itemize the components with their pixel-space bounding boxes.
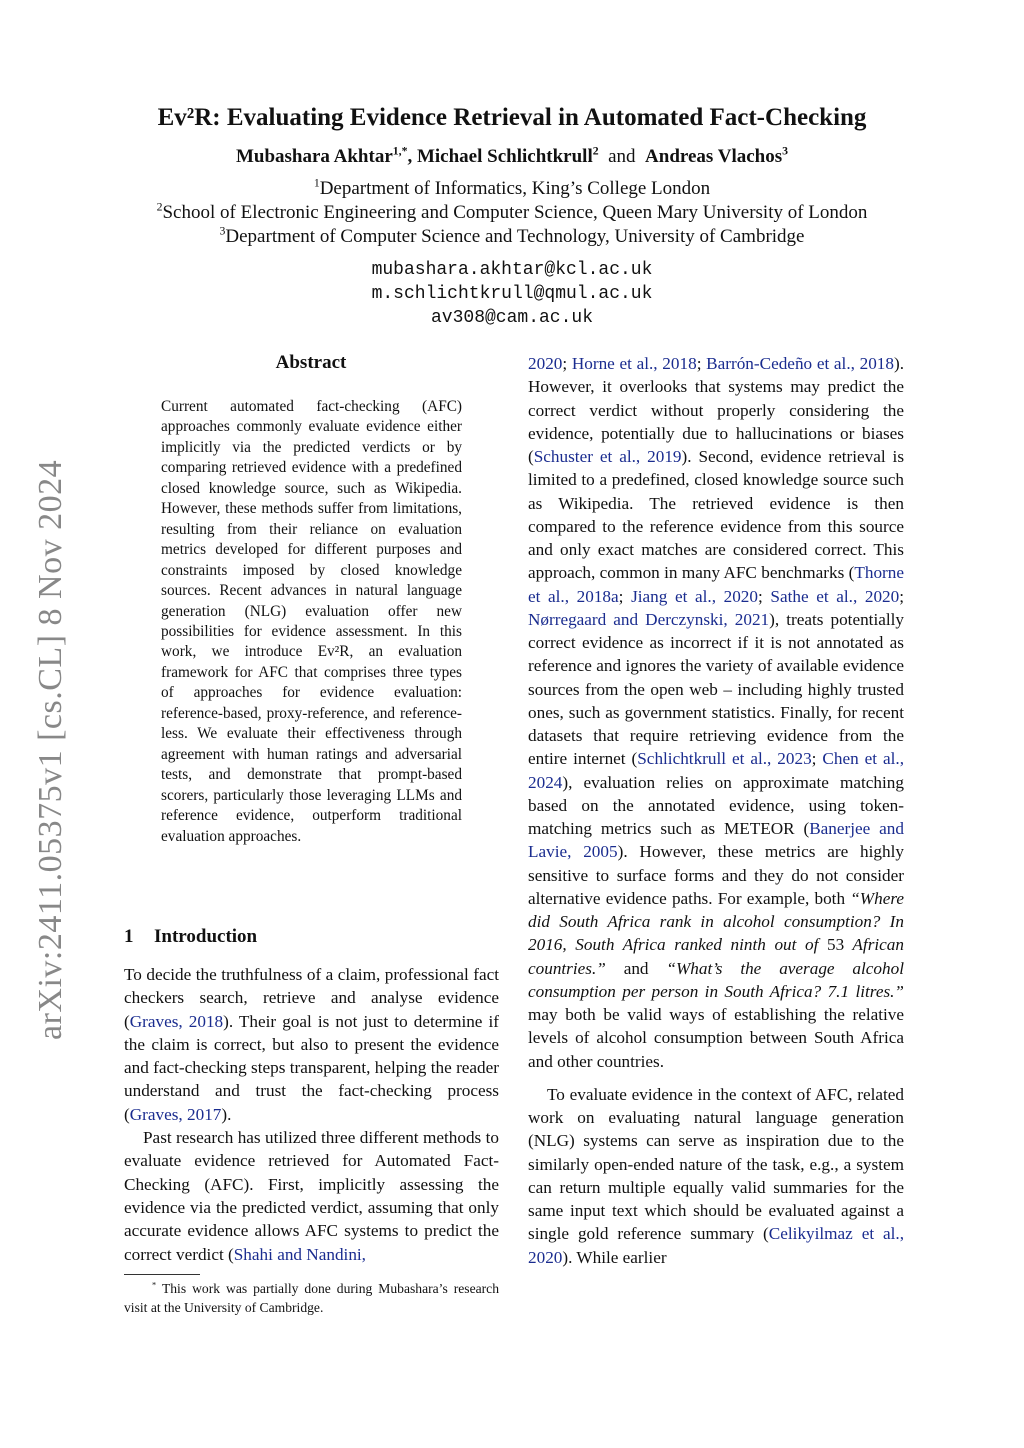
intro-paragraph-2: Past research has utilized three different methods to evaluate evidence retrieved for Automated Fact-Checking (AFC). First, implicitly assessing the evidence via the predicted verdict, assuming that only accurate evidence allows AFC systems to predict the correct verdict (Shahi and Nandini,	[124, 1128, 499, 1264]
citation-link[interactable]: Sathe et al., 2020	[770, 586, 900, 606]
citation-link[interactable]: Schuster et al., 2019	[533, 447, 682, 466]
author-1: Mubashara Akhtar	[235, 146, 393, 167]
author-3-mark: 3	[782, 144, 789, 158]
author-1-mark: 1,*	[392, 144, 408, 158]
email-3[interactable]: av308@cam.ac.uk	[430, 308, 594, 328]
author-list: Mubashara Akhtar$^{1,*}$, Michael Schlichtkrull$^2$ and Andreas Vlachos$^3$	[235, 144, 789, 167]
paper-title: Ev²R: Evaluating Evidence Retrieval in Automated Fact-Checking	[157, 104, 867, 131]
abstract-heading: Abstract	[275, 352, 347, 373]
citation-link[interactable]: Schlichtkrull et al., 2023	[637, 749, 812, 769]
intro-paragraph-1: To decide the truthfulness of a claim, professional fact checkers search, retrieve and analyse evidence (Graves, 2018). Their goal is not just to determine if the claim is correct, but also to present the evidence and fact-checking steps transparent, helping the reader understand and trust the fact-checking process (Graves, 2017).	[124, 965, 499, 1124]
arxiv-identifier-stamp: arXiv:2411.05375v1 [cs.CL] 8 Nov 2024	[32, 459, 69, 1040]
introduction-left-column	[124, 963, 499, 1266]
citation-link[interactable]: 2020	[528, 354, 563, 373]
affiliation-3: $^3$Department of Computer Science and Technology, University of Cambridge	[219, 224, 805, 247]
affiliation-1: $^1$Department of Informatics, King’s College London	[313, 176, 711, 199]
footnote: * This work was partially done during Mubashara’s research visit at the University of Cambridge.	[124, 1279, 499, 1315]
footnote-mark: *	[152, 1279, 157, 1290]
author-3: Andreas Vlachos	[645, 146, 783, 167]
author-2-mark: 2	[592, 144, 599, 158]
section-heading-introduction: 1 Introduction	[124, 926, 258, 947]
footnote-rule	[124, 1274, 200, 1275]
intro-paragraph-3: To evaluate evidence in the context of AFC, related work on evaluating natural language generation (NLG) systems can serve as inspiration due to the similarly open-ended nature of the task, e.g., a system can return multiple equally valid summaries for the same input text which should be evaluated against a single gold reference summary (Celikyilmaz et al., 2020). While earlier	[528, 1084, 904, 1267]
citation-link[interactable]: Chen et al., 2024	[528, 749, 904, 792]
introduction-right-column	[528, 352, 904, 1269]
author-and: and	[608, 146, 636, 167]
citation-link[interactable]: Shahi and Nandini,	[233, 1244, 366, 1264]
citation-link[interactable]: Graves, 2018	[129, 1011, 224, 1031]
abstract-text: Current automated fact-checking (AFC) approaches commonly evaluate evidence either implicitly via the predicted verdicts or by comparing retrieved evidence with a predefined closed knowledge source, such as Wikipedia. However, these methods suffer from limitations, resulting from their reliance on evaluation metrics developed for different purposes and constraints imposed by closed knowledge sources. Recent advances in natural language generation (NLG) evaluation offer new possibilities for evidence assessment. In this work, we introduce Ev²R, an evaluation framework for AFC that comprises three types of approaches for evidence evaluation: reference-based, proxy-reference, and reference-less. We evaluate their effectiveness through agreement with human ratings and adversarial tests, and demonstrate that prompt-based scorers, particularly those leveraging LLMs and reference evidence, outperform traditional evaluation approaches.	[161, 398, 462, 845]
email-1[interactable]: mubashara.akhtar@kcl.ac.uk	[371, 260, 653, 280]
citation-link[interactable]: Graves, 2017	[129, 1104, 222, 1124]
example-quote-2: “What’s the average alcohol consumption per person in South Africa? 7.1 litres.”	[528, 958, 904, 1001]
email-2[interactable]: m.schlichtkrull@qmul.ac.uk	[371, 284, 653, 304]
citation-link[interactable]: Nørregaard and Derczynski, 2021	[528, 609, 770, 629]
example-quote-1: “Where did South Africa rank in alcohol consumption? In 2016, South Africa ranked ninth out of	[528, 888, 904, 955]
citation-link[interactable]: Celikyilmaz et al., 2020	[528, 1224, 904, 1267]
affiliation-2: $^2$School of Electronic Engineering and Computer Science, Queen Mary University of London	[156, 200, 868, 223]
citation-link[interactable]: Barrón-Cedeño et al., 2018	[706, 354, 894, 373]
citation-link[interactable]: Horne et al., 2018	[571, 354, 697, 373]
citation-link[interactable]: Banerjee and Lavie, 2005	[528, 819, 904, 862]
citation-link[interactable]: Jiang et al., 2020	[631, 586, 758, 606]
citation-link[interactable]: Thorne et al., 2018a	[528, 563, 904, 606]
author-2: Michael Schlichtkrull	[416, 146, 593, 167]
intro-paragraph-2-continued: 2020; Horne et al., 2018; Barrón-Cedeño et al., 2018). However, it overlooks that systems may predict the correct verdict without properly considering the evidence, potentially due to hallucinations or biases (Schuster et al., 2019). Second, evidence retrieval is limited to a predefined, closed knowledge source such as Wikipedia. The retrieved evidence is then compared to the reference evidence from this source and only exact matches are considered correct. This approach, common in many AFC benchmarks (Thorne et al., 2018a; Jiang et al., 2020; Sathe et al., 2020; Nørregaard and Derczynski, 2021), treats potentially correct evidence as incorrect if it is not annotated as reference and ignores the variety of available evidence sources from the open web – including highly trusted ones, such as government statistics. Finally, for recent datasets that require retrieving evidence from the entire internet (Schlichtkrull et al., 2023; Chen et al., 2024), evaluation relies on approximate matching based on the annotated evidence, using token-matching metrics such as METEOR (Banerjee and Lavie, 2005). However, these metrics are highly sensitive to surface forms and they do not consider alternative evidence paths. For example, both “Where did South Africa rank in alcohol consumption? In 2016, South Africa ranked ninth out of 53 African countries.” and “What’s the average alcohol consumption per person in South Africa? 7.1 litres.” may both be valid ways of establishing the relative levels of alcohol consumption between South Africa and other countries.	[528, 354, 905, 1071]
